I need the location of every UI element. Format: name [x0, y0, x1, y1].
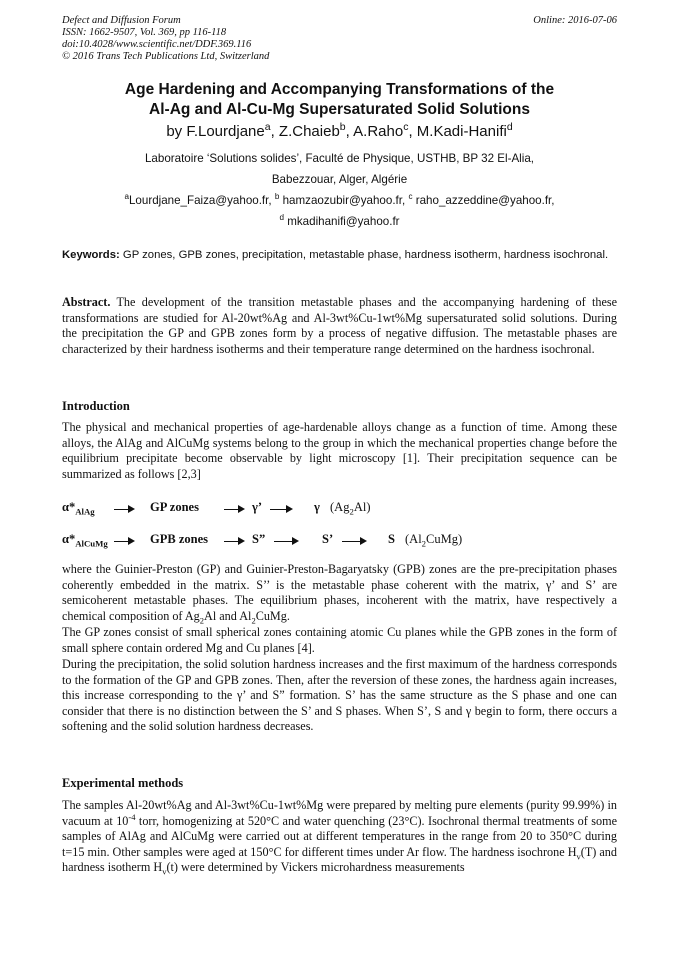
intro-paragraph-4: During the precipitation, the solid solution hardness increases and the first maximum of the hardness corresponds to the formation of the GP and GPB zones. Then, after the reversion of these zones, the hardness again increases, this increase corresponding to the γ’ and S” formation. S’ has the same structure as the S phase and one can consider that there is no distinction between the S’ and S phases. When S’, S and γ begin to form, there occurs a softening and the solid solution hardness decreases. [62, 657, 618, 734]
email-b[interactable]: hamzaozubir@yahoo.fr, [282, 194, 406, 207]
journal-doi: doi:10.4028/www.scientific.net/DDF.369.116 [62, 39, 252, 50]
seq2-s-prime: S’ [322, 532, 334, 546]
author-3-affil: c [403, 121, 409, 133]
seq2-final-phase: $(Al_2CuMg)$ [405, 532, 463, 549]
seq2-start: $\alpha*_{AlCuMg}$ [62, 532, 108, 549]
seq1-gamma-prime: γ’ [252, 500, 263, 514]
abstract-text: The development of the transition metastable phases and the accompanying hardening of these transformations are studied for Al-20wt%Ag and Al-3wt%Cu-1wt%Mg supersaturated solid solutions. During the precipitation the GP and GPB zones form by a process of negative diffusion. The metastable phases are characterized by their hardness isotherms and their temperature range determined on the hardness isochronal. [62, 295, 618, 356]
email-c-mark: c [408, 192, 413, 202]
seq1-gamma: γ [314, 500, 320, 514]
precipitation-sequence-alcumg [62, 532, 617, 552]
email-c[interactable]: raho_azzeddine@yahoo.fr, [415, 194, 555, 207]
author-3: A.Raho [353, 123, 404, 140]
author-4: M.Kadi-Hanifi [416, 123, 507, 140]
seq2-arrow-1 [114, 541, 132, 542]
title-line-1: Age Hardening and Accompanying Transformations of the [124, 81, 555, 98]
email-line-2 [62, 211, 617, 232]
author-2: Z.Chaieb [278, 123, 340, 140]
author-4-affil: d [506, 121, 513, 133]
affiliation-line-2: Babezzouar, Alger, Algérie [271, 173, 408, 186]
affiliation-line-1: Laboratoire ‘Solutions solides’, Faculté de Physique, USTHB, BP 32 El-Alia, [144, 152, 535, 165]
precipitation-sequence-alag [62, 500, 617, 520]
intro-paragraph-2: where the Guinier-Preston (GP) and Guinier-Preston-Bagaryatsky (GPB) zones are the pre-precipitation phases coherently embedded in the matrix. S’’ is the metastable phase coherent with the matrix, γ’ and S’ are semicoherent metastable phases. The equilibrium phases, incoherent with the matrix, have respectively a chemical composition of $Ag_2Al$ and $Al_2CuMg$. [62, 562, 617, 626]
seq1-final-phase: $(Ag_2Al)$ [330, 500, 371, 517]
section-heading-introduction: Introduction [62, 399, 130, 413]
seq2-s: S [388, 532, 395, 546]
abstract [62, 295, 617, 357]
seq2-gpb-zones: GPB zones [150, 532, 208, 546]
seq1-arrow-2 [224, 509, 242, 510]
seq1-start: $\alpha*_{AlAg}$ [62, 500, 95, 517]
keywords-text: GP zones, GPB zones, precipitation, metastable phase, hardness isotherm, hardness isochronal. [122, 249, 609, 261]
email-d[interactable]: mkadihanifi@yahoo.fr [287, 215, 400, 228]
authors-prefix: by [166, 123, 183, 140]
seq2-s-double-prime: S” [252, 532, 266, 546]
journal-name: Defect and Diffusion Forum [62, 15, 181, 26]
author-2-affil: b [339, 121, 346, 133]
intro-paragraph-3: The GP zones consist of small spherical zones containing atomic Cu planes while the GPB zones in the form of small sphere contain ordered Mg and Cu planes [4]. [62, 625, 617, 655]
keywords [62, 249, 617, 263]
email-line-1 [62, 190, 617, 211]
paper-title [62, 80, 617, 119]
seq1-arrow-3 [270, 509, 290, 510]
journal-issn: ISSN: 1662-9507, Vol. 369, pp 116-118 [62, 27, 227, 38]
email-a-mark: a [124, 192, 129, 202]
author-1-affil: a [264, 121, 271, 133]
affiliation-block [62, 148, 617, 232]
seq2-arrow-4 [342, 541, 364, 542]
journal-header [62, 15, 617, 63]
intro-paragraph-1: The physical and mechanical properties of age-hardenable alloys change as a function of time. Among these alloys, the AlAg and AlCuMg systems belong to the group in which the mechanical properties change before the equilibrium precipitate become observable by light microscopy [1]. Their precipitation sequence can be summarized as follows [2,3] [62, 420, 617, 481]
seq1-gp-zones: GP zones [150, 500, 199, 514]
keywords-label: Keywords: [62, 249, 120, 261]
author-list: by F.Lourdjane$^a$, Z.Chaieb$^b$, A.Raho$^c$, M.Kadi-Hanifi$^d$ [166, 121, 513, 140]
email-b-mark: b [274, 192, 280, 202]
email-a[interactable]: Lourdjane_Faiza@yahoo.fr, [128, 194, 272, 207]
online-date: Online: 2016-07-06 [533, 15, 617, 26]
journal-copyright: © 2016 Trans Tech Publications Ltd, Switzerland [62, 51, 270, 62]
title-line-2: Al-Ag and Al-Cu-Mg Supersaturated Solid Solutions [149, 100, 530, 118]
experimental-paragraph: The samples Al-20wt%Ag and Al-3wt%Cu-1wt%Mg were prepared by melting pure elements (purity 99.99%) in vacuum at $10^{-4}$ torr, homogenizing at 520°C and water quenching (23°C). Isochronal thermal treatments of some samples of AlAg and AlCuMg were carried out at different temperatures in the range from 20 to 350°C during t=15 min. Other samples were aged at 150°C for different times under Ar flow. The hardness isochrone $H_v(T)$ and hardness isotherm $H_v(t)$ were determined by Vickers microhardness measurements [62, 798, 617, 877]
section-heading-experimental: Experimental methods [62, 776, 184, 790]
seq2-arrow-3 [274, 541, 296, 542]
author-1: F.Lourdjane [186, 123, 265, 140]
seq2-arrow-2 [224, 541, 242, 542]
seq1-arrow-1 [114, 509, 132, 510]
email-d-mark: d [279, 213, 284, 223]
abstract-label: Abstract. [62, 295, 111, 309]
